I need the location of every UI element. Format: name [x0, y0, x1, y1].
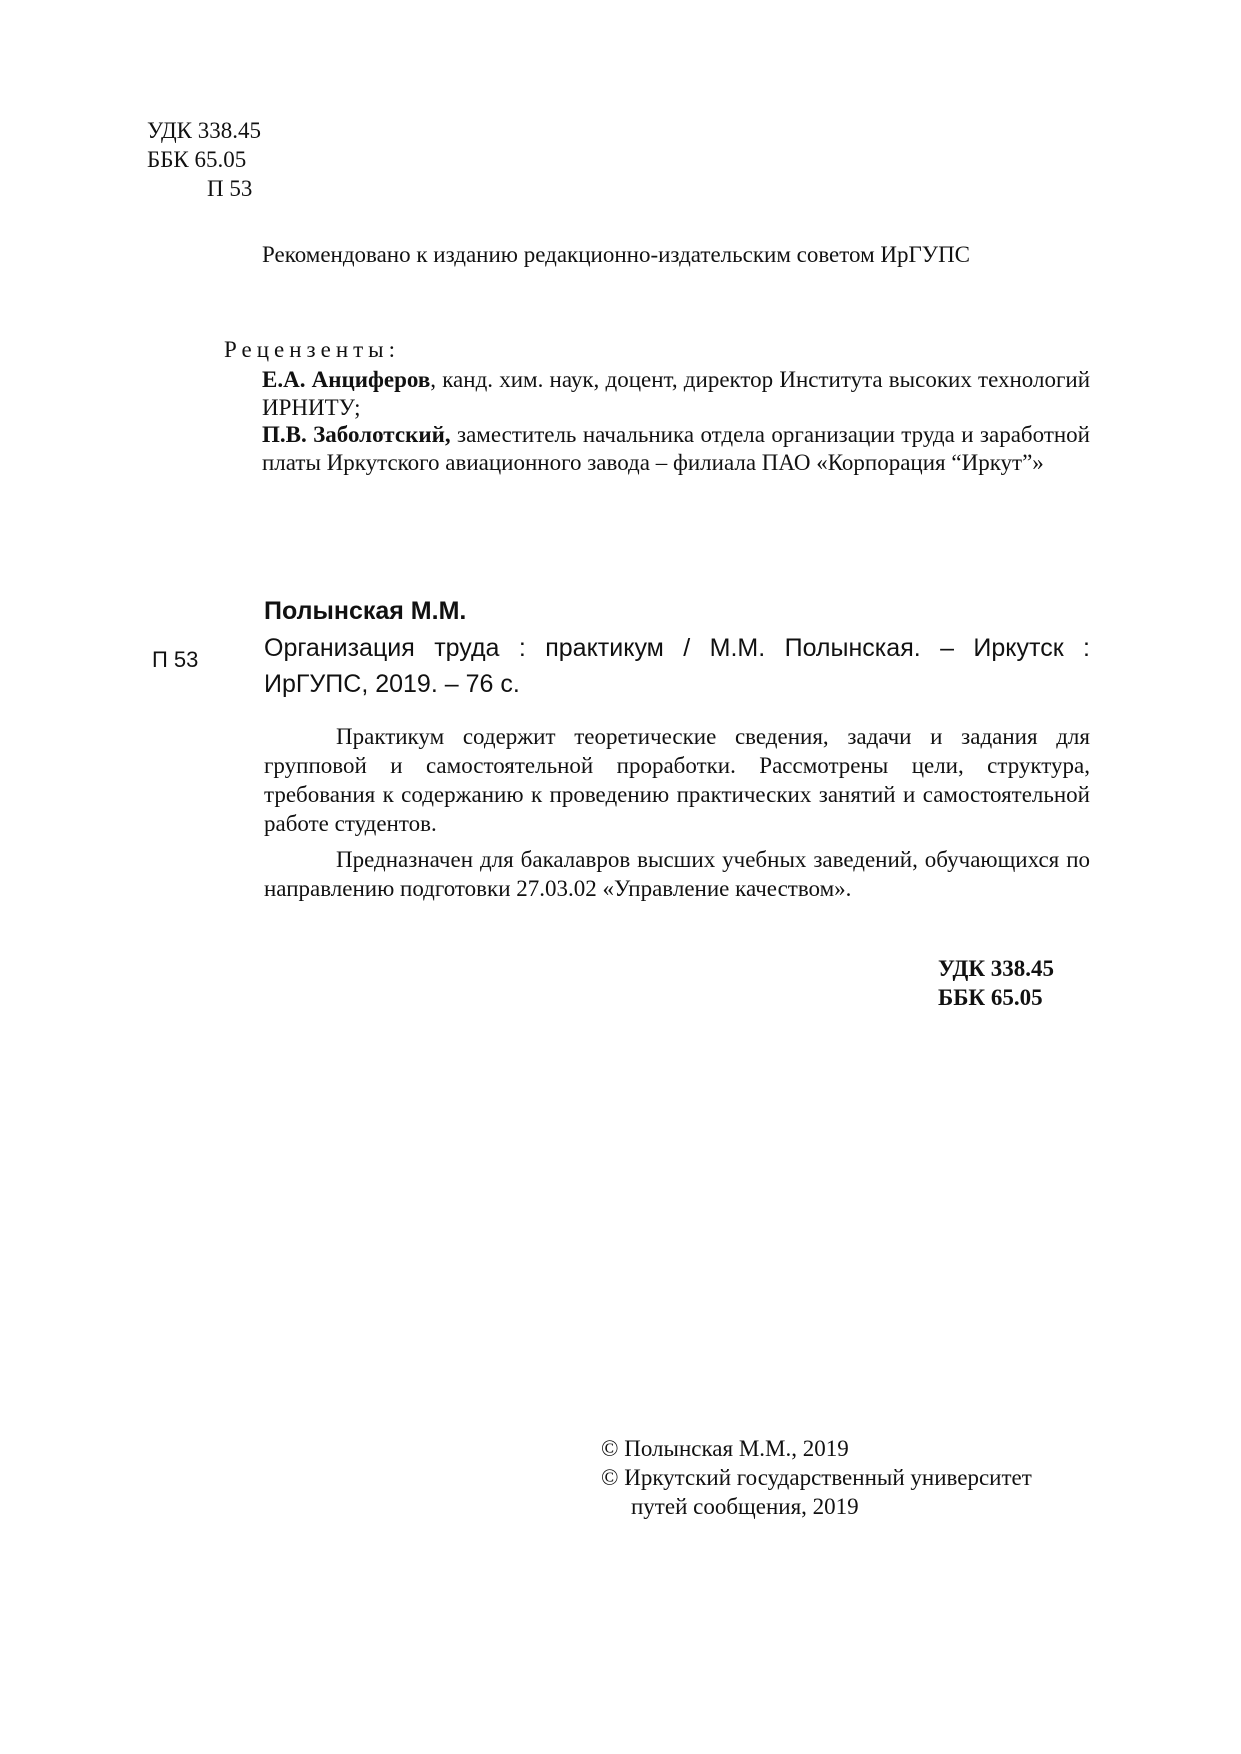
udk-code: УДК 338.45	[938, 956, 1055, 981]
bibliographic-publisher-line: ИрГУПС, 2019. – 76 с.	[264, 670, 520, 698]
reviewer-details: , канд. хим. наук, доцент, директор Института высоких технологий ИРНИТУ;	[262, 367, 1091, 420]
catalog-side-mark: П 53	[152, 647, 199, 672]
copyright-university: © Иркутский государственный университет	[601, 1465, 1032, 1490]
udk-code: УДК 338.45	[147, 118, 261, 143]
copyright-university-continued: путей сообщения, 2019	[631, 1494, 859, 1519]
reviewer-entry	[262, 421, 1090, 477]
bbk-code: ББК 65.05	[938, 985, 1043, 1010]
bbk-code: ББК 65.05	[147, 147, 247, 172]
classification-codes-top	[147, 116, 261, 203]
annotation-paragraph: Предназначен для бакалавров высших учебных заведений, обучающихся по направлению подготовки 27.03.02 «Управление качеством».	[264, 847, 1090, 901]
catalog-author: Полынская М.М.	[264, 597, 467, 625]
reviewer-details: заместитель начальника отдела организации труда и заработной платы Иркутского авиационного завода – филиала ПАО «Корпорация “Иркут”»	[262, 422, 1090, 475]
publishing-recommendation: Рекомендовано к изданию редакционно-издательским советом ИрГУПС	[262, 242, 971, 267]
reviewer-entry	[262, 366, 1090, 422]
classification-codes-bottom	[938, 954, 1054, 1012]
bibliographic-record	[264, 630, 1090, 702]
reviewer-name: Е.А. Анциферов	[262, 367, 431, 392]
bibliographic-title-line: Организация труда : практикум / М.М. Полынская. – Иркутск :	[264, 634, 1090, 662]
copyright-author: © Полынская М.М., 2019	[601, 1436, 849, 1461]
author-mark: П 53	[207, 176, 253, 201]
annotation	[264, 722, 1090, 903]
annotation-paragraph: Практикум содержит теоретические сведения, задачи и задания для групповой и самостоятельной проработки. Рассмотрены цели, структура, требования к содержанию к проведению практических занятий и самостоятельной работе студентов.	[264, 724, 1090, 836]
reviewers-heading: Рецензенты:	[224, 337, 401, 362]
reviewer-name: П.В. Заболотский,	[262, 422, 451, 447]
copyright-block	[601, 1434, 1032, 1521]
